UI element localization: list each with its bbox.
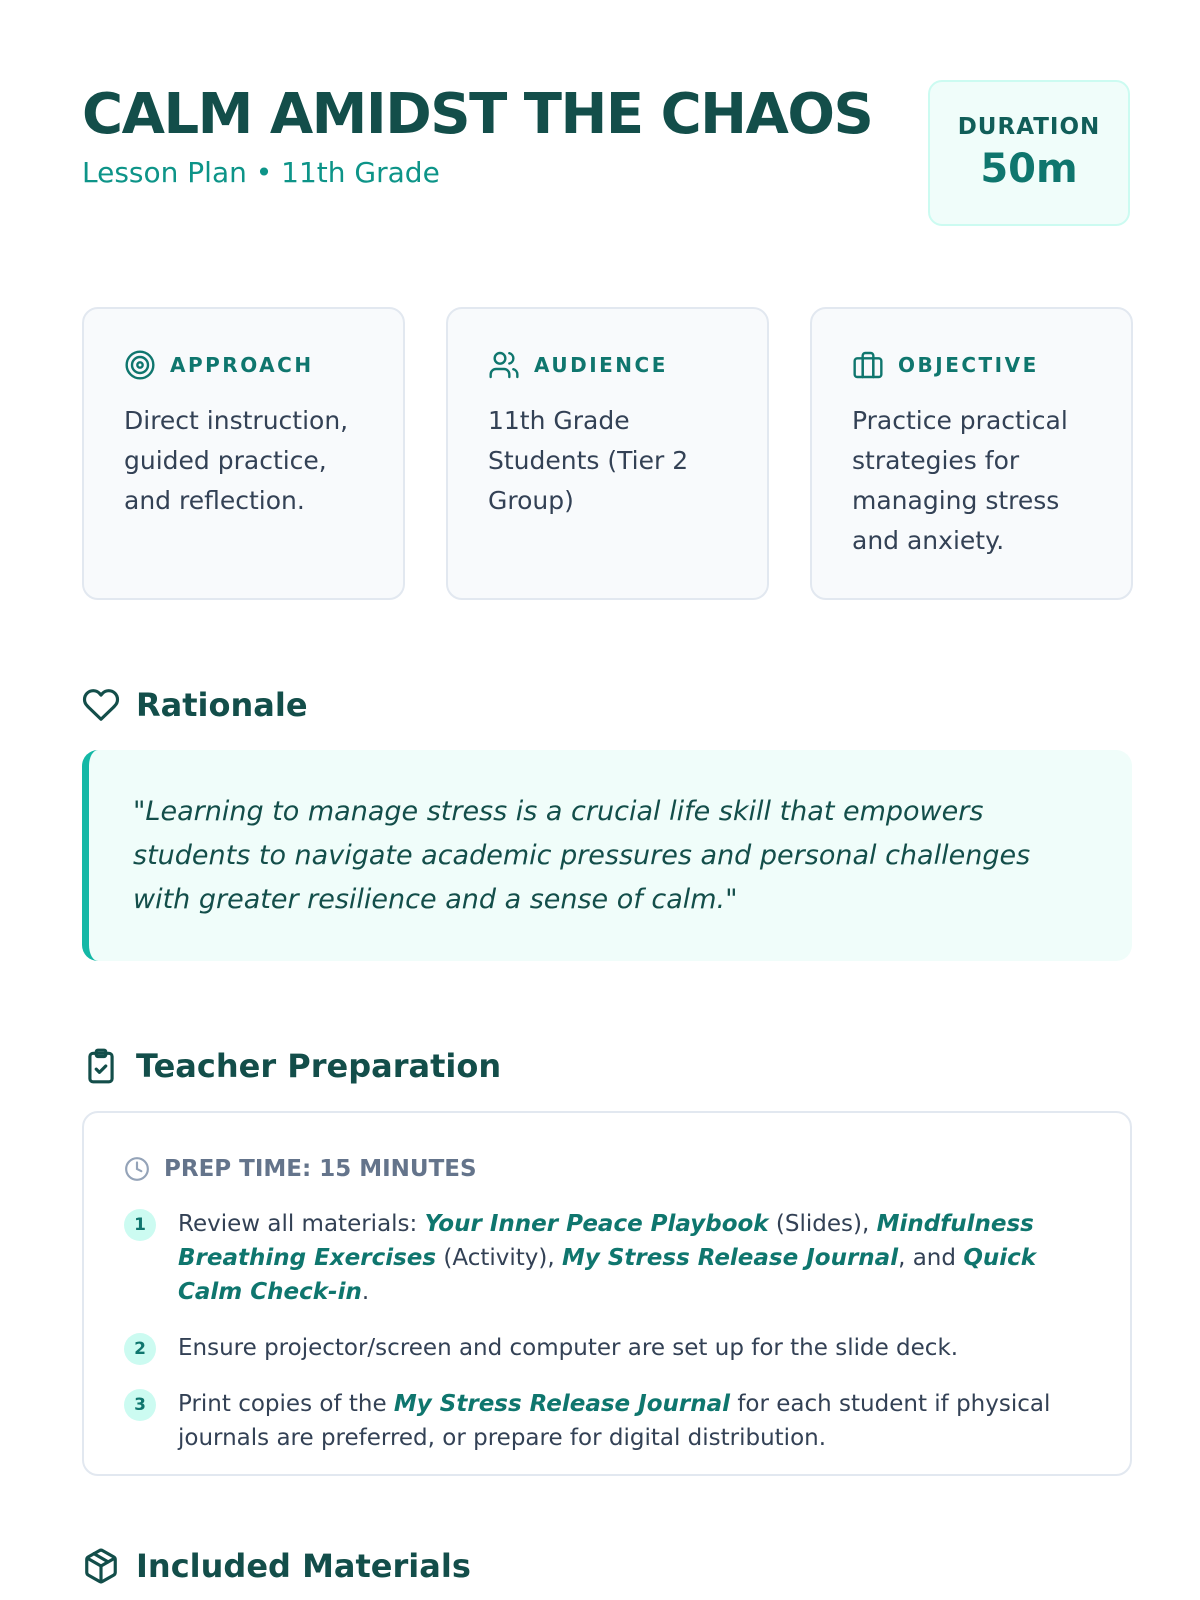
rationale-quote (82, 750, 1132, 961)
objective-text: Practice practical strategies for managing stress and anxiety. (852, 406, 1068, 555)
audience-card (446, 307, 769, 600)
step-text: Review all materials: Your Inner Peace Playbook (Slides), Mindfulness Breathing Exercises (Activity), My Stress Release Journal, and Quick Calm Check-in. (178, 1211, 1037, 1305)
teacher-prep-title: Teacher Preparation (136, 1047, 502, 1085)
page-subtitle: Lesson Plan • 11th Grade (82, 156, 440, 189)
objective-label: OBJECTIVE (898, 353, 1039, 377)
duration-badge (928, 80, 1130, 226)
step-text: Ensure projector/screen and computer are set up for the slide deck. (178, 1335, 959, 1361)
audience-text: 11th Grade Students (Tier 2 Group) (488, 406, 689, 515)
users-icon (488, 349, 520, 381)
rationale-quote-text: "Learning to manage stress is a crucial life skill that empowers students to navigate academic pressures and personal challenges with greater resilience and a sense of calm." (133, 796, 1031, 915)
step-text: Print copies of the My Stress Release Journal for each student if physical journals are preferred, or prepare for digital distribution. (178, 1391, 1051, 1451)
clock-icon (124, 1156, 150, 1182)
lesson-header (82, 80, 1130, 226)
step-number: 3 (124, 1389, 156, 1421)
briefcase-icon (852, 349, 884, 381)
included-materials-heading (82, 1544, 471, 1588)
material-link: My Stress Release Journal (393, 1391, 731, 1417)
page-title: CALM AMIDST THE CHAOS (82, 82, 873, 147)
step-number: 1 (124, 1209, 156, 1241)
material-link: Mindfulness Breathing Exercises (178, 1211, 1034, 1271)
included-materials-title: Included Materials (136, 1547, 471, 1585)
list-item (124, 1207, 1090, 1309)
approach-text: Direct instruction, guided practice, and reflection. (124, 406, 349, 515)
audience-label: AUDIENCE (534, 353, 668, 377)
step-number: 2 (124, 1333, 156, 1365)
teacher-prep-heading (82, 1044, 501, 1088)
clipboard-check-icon (82, 1047, 120, 1085)
list-item (124, 1331, 1090, 1365)
duration-value: 50m (980, 146, 1078, 192)
package-icon (82, 1547, 120, 1585)
list-item (124, 1387, 1090, 1455)
approach-card (82, 307, 405, 600)
material-link: Your Inner Peace Playbook (424, 1211, 769, 1237)
duration-label: DURATION (957, 114, 1101, 140)
rationale-title: Rationale (136, 686, 308, 724)
teacher-prep-card (82, 1111, 1132, 1476)
prep-steps (124, 1207, 1090, 1455)
rationale-heading (82, 683, 308, 727)
heart-icon (82, 686, 120, 724)
material-link: My Stress Release Journal (561, 1245, 899, 1271)
target-icon (124, 349, 156, 381)
prep-time (124, 1153, 1090, 1185)
material-link: Quick Calm Check-in (178, 1245, 1037, 1305)
approach-label: APPROACH (170, 353, 314, 377)
objective-card (810, 307, 1133, 600)
prep-time-label: PREP TIME: 15 MINUTES (164, 1156, 477, 1182)
